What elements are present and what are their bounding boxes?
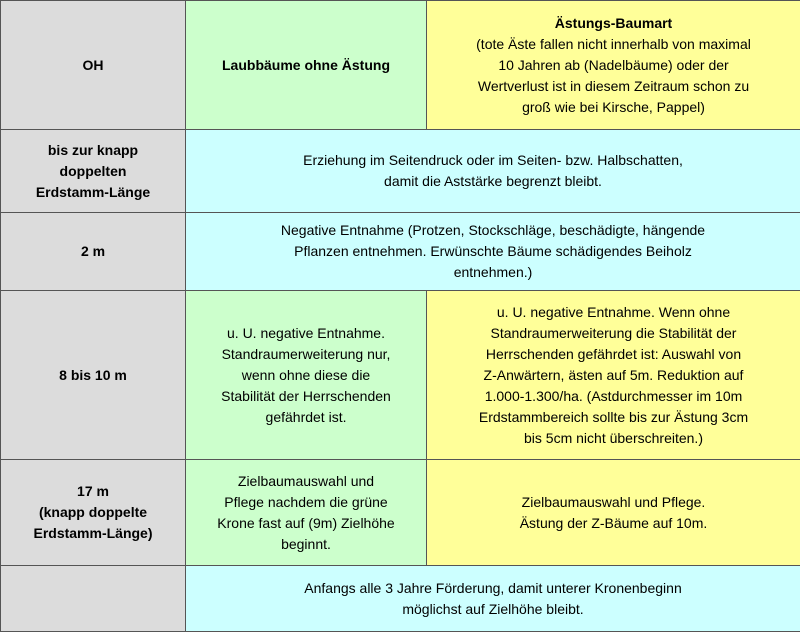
header-laub-label: Laubbäume ohne Ästung [222, 57, 390, 73]
span-line: möglichst auf Zielhöhe bleibt. [192, 599, 794, 620]
oh-cell-empty [1, 566, 186, 632]
oh-line: 17 m [7, 481, 179, 502]
oh-cell [1, 460, 186, 566]
table-row [1, 130, 800, 213]
laub-line: beginnt. [192, 534, 420, 555]
header-oh-label: OH [83, 57, 104, 73]
span-line: Anfangs alle 3 Jahre Förderung, damit unterer Kronenbeginn [192, 578, 794, 599]
span-cell [186, 566, 800, 632]
table-row [1, 291, 800, 460]
laub-line: Pflege nachdem die grüne [192, 492, 420, 513]
laub-cell [186, 460, 427, 566]
header-oh-cell [1, 1, 186, 130]
laub-line: wenn ohne diese die [192, 365, 420, 386]
oh-cell [1, 213, 186, 291]
astung-line: Zielbaumauswahl und Pflege. [433, 492, 794, 513]
laub-line: u. U. negative Entnahme. [192, 323, 420, 344]
span-cell [186, 213, 800, 291]
header-row [1, 1, 800, 130]
oh-line: 8 bis 10 m [7, 365, 179, 386]
span-line: damit die Aststärke begrenzt bleibt. [192, 171, 794, 192]
span-cell [186, 130, 800, 213]
astung-line: Standraumerweiterung die Stabilität der [433, 323, 794, 344]
laub-cell [186, 291, 427, 460]
astung-line: Herrschenden gefährdet ist: Auswahl von [433, 344, 794, 365]
astung-line: Erdstammbereich sollte bis zur Ästung 3cm [433, 407, 794, 428]
span-line: Erziehung im Seitendruck oder im Seiten- bzw. Halbschatten, [192, 150, 794, 171]
oh-cell [1, 130, 186, 213]
laub-line: Zielbaumauswahl und [192, 471, 420, 492]
header-astung-line: Wertverlust ist in diesem Zeitraum schon zu [433, 76, 794, 97]
header-astung-line: groß wie bei Kirsche, Pappel) [433, 97, 794, 118]
astung-cell [427, 291, 800, 460]
oh-line: Erdstamm-Länge) [7, 523, 179, 544]
header-astung-cell [427, 1, 800, 130]
astung-line: Ästung der Z-Bäume auf 10m. [433, 513, 794, 534]
header-astung-title: Ästungs-Baumart [433, 13, 794, 34]
table-row [1, 213, 800, 291]
laub-line: Krone fast auf (9m) Zielhöhe [192, 513, 420, 534]
astung-line: Z-Anwärtern, ästen auf 5m. Reduktion auf [433, 365, 794, 386]
oh-line: Erdstamm-Länge [7, 182, 179, 203]
span-line: Negative Entnahme (Protzen, Stockschläge, beschädigte, hängende [192, 220, 794, 241]
laub-line: Standraumerweiterung nur, [192, 344, 420, 365]
oh-cell [1, 291, 186, 460]
astung-cell [427, 460, 800, 566]
oh-line: 2 m [7, 241, 179, 262]
header-astung-line: (tote Äste fallen nicht innerhalb von maximal [433, 34, 794, 55]
oh-line: doppelten [7, 161, 179, 182]
astung-line: 1.000-1.300/ha. (Astdurchmesser im 10m [433, 386, 794, 407]
header-laub-cell [186, 1, 427, 130]
span-line: Pflanzen entnehmen. Erwünschte Bäume schädigendes Beiholz [192, 241, 794, 262]
header-astung-line: 10 Jahren ab (Nadelbäume) oder der [433, 55, 794, 76]
laub-line: gefährdet ist. [192, 407, 420, 428]
table-row [1, 566, 800, 632]
astung-line: u. U. negative Entnahme. Wenn ohne [433, 302, 794, 323]
table-row [1, 460, 800, 566]
astung-line: bis 5cm nicht überschreiten.) [433, 428, 794, 449]
oh-line: (knapp doppelte [7, 502, 179, 523]
laub-line: Stabilität der Herrschenden [192, 386, 420, 407]
oh-line: bis zur knapp [7, 140, 179, 161]
span-line: entnehmen.) [192, 262, 794, 283]
